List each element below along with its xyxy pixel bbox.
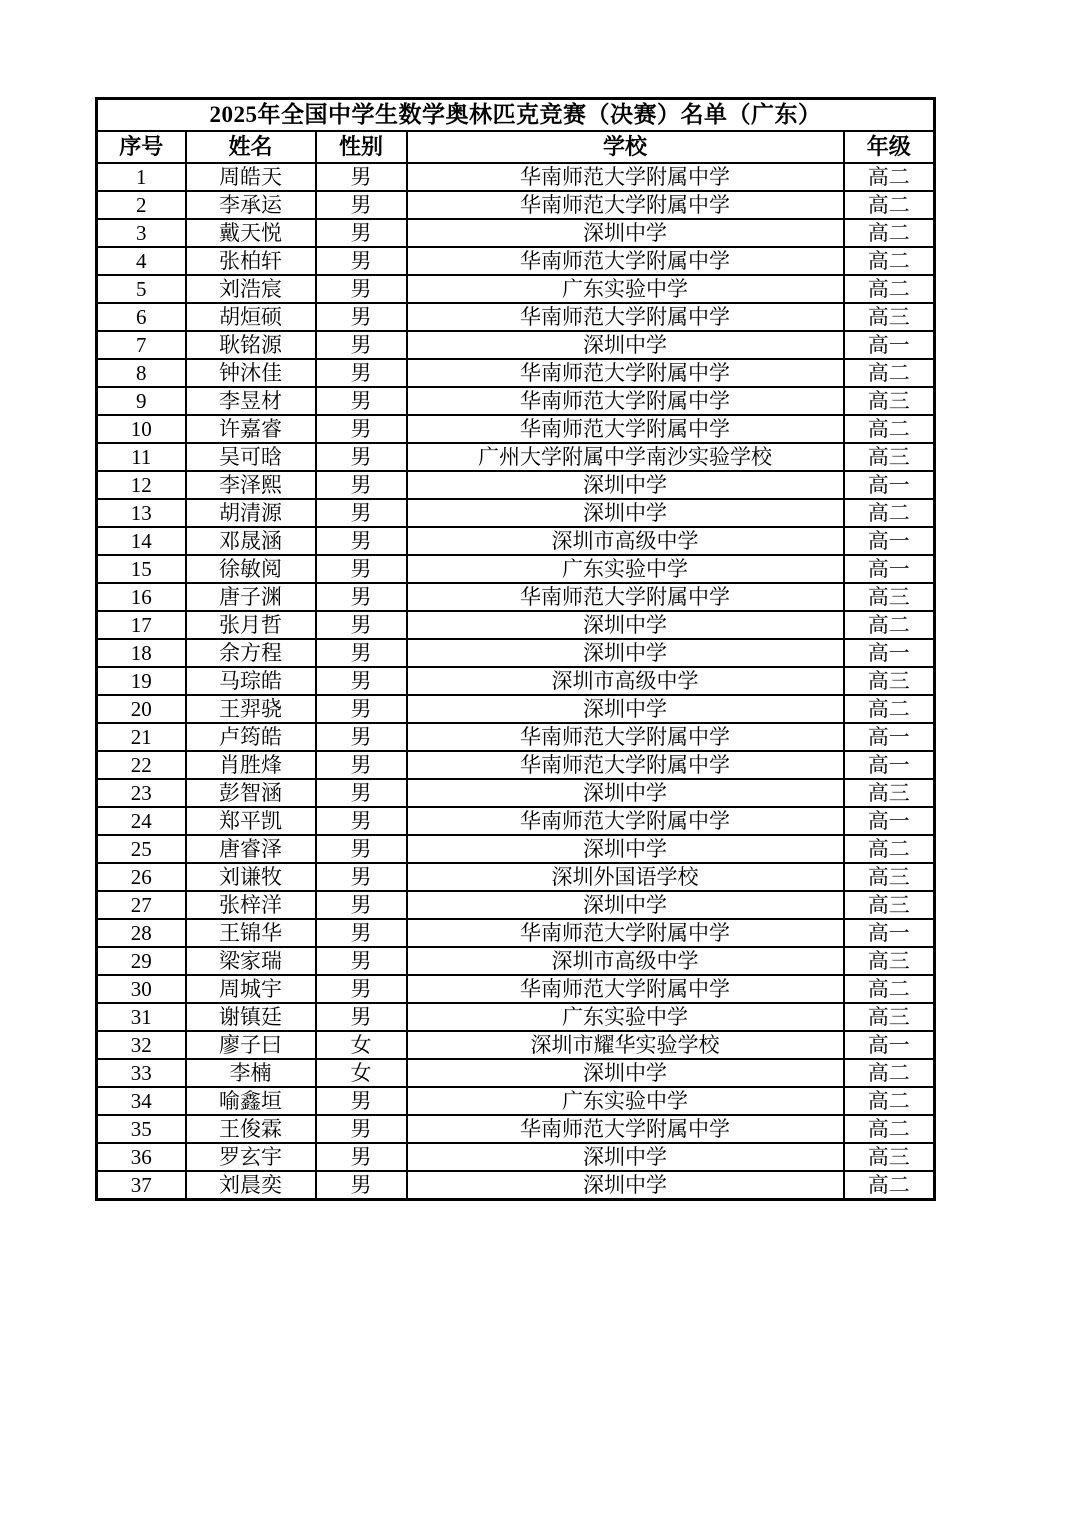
cell-grade: 高三: [844, 387, 935, 415]
table-row: [97, 275, 935, 303]
cell-no: 33: [97, 1059, 186, 1087]
cell-grade: 高三: [844, 1143, 935, 1171]
cell-grade: 高二: [844, 835, 935, 863]
cell-grade: 高二: [844, 1087, 935, 1115]
cell-name: 唐睿泽: [186, 835, 316, 863]
cell-school: 深圳市高级中学: [407, 527, 844, 555]
cell-gender: 男: [316, 1003, 407, 1031]
table-row: [97, 807, 935, 835]
cell-name: 张梓洋: [186, 891, 316, 919]
cell-school: 深圳中学: [407, 891, 844, 919]
cell-no: 32: [97, 1031, 186, 1059]
cell-gender: 男: [316, 779, 407, 807]
cell-no: 8: [97, 359, 186, 387]
table-row: [97, 331, 935, 359]
cell-name: 张柏轩: [186, 247, 316, 275]
cell-grade: 高一: [844, 639, 935, 667]
table-row: [97, 1031, 935, 1059]
table-row: [97, 723, 935, 751]
cell-gender: 男: [316, 807, 407, 835]
cell-no: 26: [97, 863, 186, 891]
cell-gender: 男: [316, 947, 407, 975]
cell-no: 11: [97, 443, 186, 471]
cell-no: 24: [97, 807, 186, 835]
table-row: [97, 303, 935, 331]
cell-grade: 高一: [844, 807, 935, 835]
cell-school: 华南师范大学附属中学: [407, 723, 844, 751]
cell-gender: 男: [316, 1087, 407, 1115]
cell-school: 华南师范大学附属中学: [407, 387, 844, 415]
cell-no: 29: [97, 947, 186, 975]
cell-grade: 高二: [844, 163, 935, 191]
cell-no: 19: [97, 667, 186, 695]
cell-gender: 女: [316, 1059, 407, 1087]
cell-school: 深圳中学: [407, 471, 844, 499]
table-title: 2025年全国中学生数学奥林匹克竞赛（决赛）名单（广东）: [97, 99, 935, 132]
table-row: [97, 975, 935, 1003]
cell-school: 华南师范大学附属中学: [407, 807, 844, 835]
cell-grade: 高一: [844, 1031, 935, 1059]
cell-gender: 男: [316, 359, 407, 387]
cell-name: 李昱材: [186, 387, 316, 415]
cell-no: 30: [97, 975, 186, 1003]
cell-grade: 高一: [844, 919, 935, 947]
cell-school: 华南师范大学附属中学: [407, 191, 844, 219]
table-row: [97, 387, 935, 415]
cell-name: 王锦华: [186, 919, 316, 947]
cell-gender: 男: [316, 611, 407, 639]
cell-name: 钟沐佳: [186, 359, 316, 387]
cell-grade: 高三: [844, 443, 935, 471]
cell-school: 广州大学附属中学南沙实验学校: [407, 443, 844, 471]
cell-no: 16: [97, 583, 186, 611]
cell-school: 深圳中学: [407, 695, 844, 723]
cell-grade: 高二: [844, 247, 935, 275]
cell-no: 17: [97, 611, 186, 639]
header-no: 序号: [97, 131, 186, 163]
table-row: [97, 1087, 935, 1115]
cell-gender: 男: [316, 1143, 407, 1171]
cell-name: 彭智涵: [186, 779, 316, 807]
table-row: [97, 891, 935, 919]
table-row: [97, 751, 935, 779]
cell-school: 广东实验中学: [407, 1087, 844, 1115]
cell-grade: 高三: [844, 667, 935, 695]
cell-grade: 高三: [844, 863, 935, 891]
cell-no: 13: [97, 499, 186, 527]
table-row: [97, 219, 935, 247]
cell-grade: 高三: [844, 779, 935, 807]
table-row: [97, 583, 935, 611]
cell-grade: 高二: [844, 219, 935, 247]
table-row: [97, 415, 935, 443]
table-row: [97, 527, 935, 555]
document-page: [95, 97, 936, 1201]
cell-gender: 男: [316, 219, 407, 247]
cell-school: 华南师范大学附属中学: [407, 975, 844, 1003]
cell-gender: 女: [316, 1031, 407, 1059]
cell-gender: 男: [316, 723, 407, 751]
cell-name: 郑平凯: [186, 807, 316, 835]
table-row: [97, 695, 935, 723]
title-row: [97, 99, 935, 132]
table-row: [97, 611, 935, 639]
cell-grade: 高二: [844, 275, 935, 303]
cell-name: 周皓天: [186, 163, 316, 191]
cell-grade: 高二: [844, 1171, 935, 1199]
table-body: [97, 163, 935, 1199]
cell-no: 5: [97, 275, 186, 303]
cell-name: 卢筠皓: [186, 723, 316, 751]
cell-name: 吴可晗: [186, 443, 316, 471]
cell-school: 深圳市高级中学: [407, 947, 844, 975]
cell-school: 深圳中学: [407, 219, 844, 247]
cell-no: 35: [97, 1115, 186, 1143]
cell-grade: 高二: [844, 415, 935, 443]
cell-grade: 高三: [844, 947, 935, 975]
cell-name: 谢镇廷: [186, 1003, 316, 1031]
cell-name: 马琮皓: [186, 667, 316, 695]
cell-no: 6: [97, 303, 186, 331]
cell-school: 深圳外国语学校: [407, 863, 844, 891]
cell-name: 肖胜烽: [186, 751, 316, 779]
cell-grade: 高三: [844, 303, 935, 331]
cell-no: 15: [97, 555, 186, 583]
cell-school: 华南师范大学附属中学: [407, 583, 844, 611]
cell-grade: 高二: [844, 611, 935, 639]
cell-name: 廖子曰: [186, 1031, 316, 1059]
cell-grade: 高二: [844, 1115, 935, 1143]
table-row: [97, 1059, 935, 1087]
header-gender: 性别: [316, 131, 407, 163]
cell-school: 华南师范大学附属中学: [407, 247, 844, 275]
table-row: [97, 1171, 935, 1199]
cell-no: 20: [97, 695, 186, 723]
cell-grade: 高一: [844, 527, 935, 555]
cell-no: 1: [97, 163, 186, 191]
cell-no: 10: [97, 415, 186, 443]
cell-name: 刘浩宸: [186, 275, 316, 303]
cell-school: 华南师范大学附属中学: [407, 751, 844, 779]
cell-school: 深圳中学: [407, 331, 844, 359]
cell-gender: 男: [316, 387, 407, 415]
cell-school: 深圳市耀华实验学校: [407, 1031, 844, 1059]
cell-no: 28: [97, 919, 186, 947]
cell-name: 胡烜硕: [186, 303, 316, 331]
cell-gender: 男: [316, 751, 407, 779]
cell-grade: 高三: [844, 891, 935, 919]
cell-name: 李承运: [186, 191, 316, 219]
cell-school: 深圳中学: [407, 1171, 844, 1199]
cell-no: 31: [97, 1003, 186, 1031]
cell-name: 喻鑫垣: [186, 1087, 316, 1115]
cell-no: 12: [97, 471, 186, 499]
cell-name: 胡清源: [186, 499, 316, 527]
cell-gender: 男: [316, 275, 407, 303]
header-school: 学校: [407, 131, 844, 163]
cell-name: 梁家瑞: [186, 947, 316, 975]
cell-no: 9: [97, 387, 186, 415]
cell-name: 许嘉睿: [186, 415, 316, 443]
table-row: [97, 1115, 935, 1143]
cell-gender: 男: [316, 695, 407, 723]
cell-gender: 男: [316, 891, 407, 919]
cell-school: 深圳中学: [407, 499, 844, 527]
cell-gender: 男: [316, 1115, 407, 1143]
cell-name: 周城宇: [186, 975, 316, 1003]
header-name: 姓名: [186, 131, 316, 163]
cell-gender: 男: [316, 555, 407, 583]
cell-no: 3: [97, 219, 186, 247]
cell-school: 深圳中学: [407, 1143, 844, 1171]
cell-gender: 男: [316, 191, 407, 219]
cell-name: 张月哲: [186, 611, 316, 639]
cell-gender: 男: [316, 1171, 407, 1199]
cell-name: 戴天悦: [186, 219, 316, 247]
cell-school: 广东实验中学: [407, 275, 844, 303]
cell-school: 广东实验中学: [407, 1003, 844, 1031]
cell-grade: 高二: [844, 1059, 935, 1087]
cell-name: 罗玄宇: [186, 1143, 316, 1171]
cell-name: 王俊霖: [186, 1115, 316, 1143]
cell-name: 徐敏阅: [186, 555, 316, 583]
cell-gender: 男: [316, 863, 407, 891]
cell-gender: 男: [316, 667, 407, 695]
table-row: [97, 863, 935, 891]
cell-no: 34: [97, 1087, 186, 1115]
roster-table: [95, 97, 936, 1201]
cell-gender: 男: [316, 331, 407, 359]
cell-name: 李楠: [186, 1059, 316, 1087]
table-row: [97, 1003, 935, 1031]
cell-grade: 高二: [844, 191, 935, 219]
table-row: [97, 555, 935, 583]
cell-gender: 男: [316, 163, 407, 191]
cell-name: 刘谦牧: [186, 863, 316, 891]
cell-name: 王羿骁: [186, 695, 316, 723]
cell-grade: 高一: [844, 751, 935, 779]
cell-grade: 高一: [844, 555, 935, 583]
cell-name: 唐子渊: [186, 583, 316, 611]
cell-grade: 高二: [844, 359, 935, 387]
cell-school: 深圳中学: [407, 779, 844, 807]
cell-gender: 男: [316, 835, 407, 863]
cell-gender: 男: [316, 247, 407, 275]
cell-gender: 男: [316, 527, 407, 555]
table-row: [97, 471, 935, 499]
cell-name: 邓晟涵: [186, 527, 316, 555]
cell-school: 深圳中学: [407, 1059, 844, 1087]
cell-school: 华南师范大学附属中学: [407, 359, 844, 387]
table-row: [97, 191, 935, 219]
cell-name: 耿铭源: [186, 331, 316, 359]
table-row: [97, 639, 935, 667]
cell-no: 36: [97, 1143, 186, 1171]
table-row: [97, 247, 935, 275]
cell-school: 华南师范大学附属中学: [407, 415, 844, 443]
table-row: [97, 359, 935, 387]
cell-grade: 高二: [844, 695, 935, 723]
header-row: [97, 131, 935, 163]
cell-gender: 男: [316, 583, 407, 611]
cell-grade: 高一: [844, 331, 935, 359]
cell-gender: 男: [316, 415, 407, 443]
cell-gender: 男: [316, 471, 407, 499]
table-row: [97, 835, 935, 863]
cell-no: 4: [97, 247, 186, 275]
header-grade: 年级: [844, 131, 935, 163]
cell-gender: 男: [316, 975, 407, 1003]
cell-school: 深圳中学: [407, 611, 844, 639]
table-row: [97, 947, 935, 975]
cell-no: 27: [97, 891, 186, 919]
cell-no: 37: [97, 1171, 186, 1199]
table-row: [97, 443, 935, 471]
cell-grade: 高一: [844, 723, 935, 751]
cell-school: 深圳市高级中学: [407, 667, 844, 695]
cell-no: 21: [97, 723, 186, 751]
cell-grade: 高三: [844, 1003, 935, 1031]
cell-name: 李泽熙: [186, 471, 316, 499]
table-row: [97, 1143, 935, 1171]
cell-grade: 高三: [844, 583, 935, 611]
cell-no: 7: [97, 331, 186, 359]
cell-no: 25: [97, 835, 186, 863]
cell-no: 22: [97, 751, 186, 779]
cell-gender: 男: [316, 639, 407, 667]
table-row: [97, 163, 935, 191]
cell-school: 深圳中学: [407, 639, 844, 667]
cell-gender: 男: [316, 919, 407, 947]
cell-gender: 男: [316, 303, 407, 331]
table-row: [97, 779, 935, 807]
cell-name: 刘晨奕: [186, 1171, 316, 1199]
cell-school: 广东实验中学: [407, 555, 844, 583]
cell-school: 华南师范大学附属中学: [407, 1115, 844, 1143]
table-row: [97, 499, 935, 527]
cell-school: 华南师范大学附属中学: [407, 163, 844, 191]
cell-no: 18: [97, 639, 186, 667]
cell-no: 23: [97, 779, 186, 807]
cell-gender: 男: [316, 499, 407, 527]
cell-name: 余方程: [186, 639, 316, 667]
cell-grade: 高二: [844, 975, 935, 1003]
cell-school: 华南师范大学附属中学: [407, 303, 844, 331]
cell-no: 2: [97, 191, 186, 219]
table-row: [97, 919, 935, 947]
cell-grade: 高一: [844, 471, 935, 499]
cell-school: 华南师范大学附属中学: [407, 919, 844, 947]
cell-school: 深圳中学: [407, 835, 844, 863]
cell-grade: 高二: [844, 499, 935, 527]
cell-gender: 男: [316, 443, 407, 471]
cell-no: 14: [97, 527, 186, 555]
table-row: [97, 667, 935, 695]
